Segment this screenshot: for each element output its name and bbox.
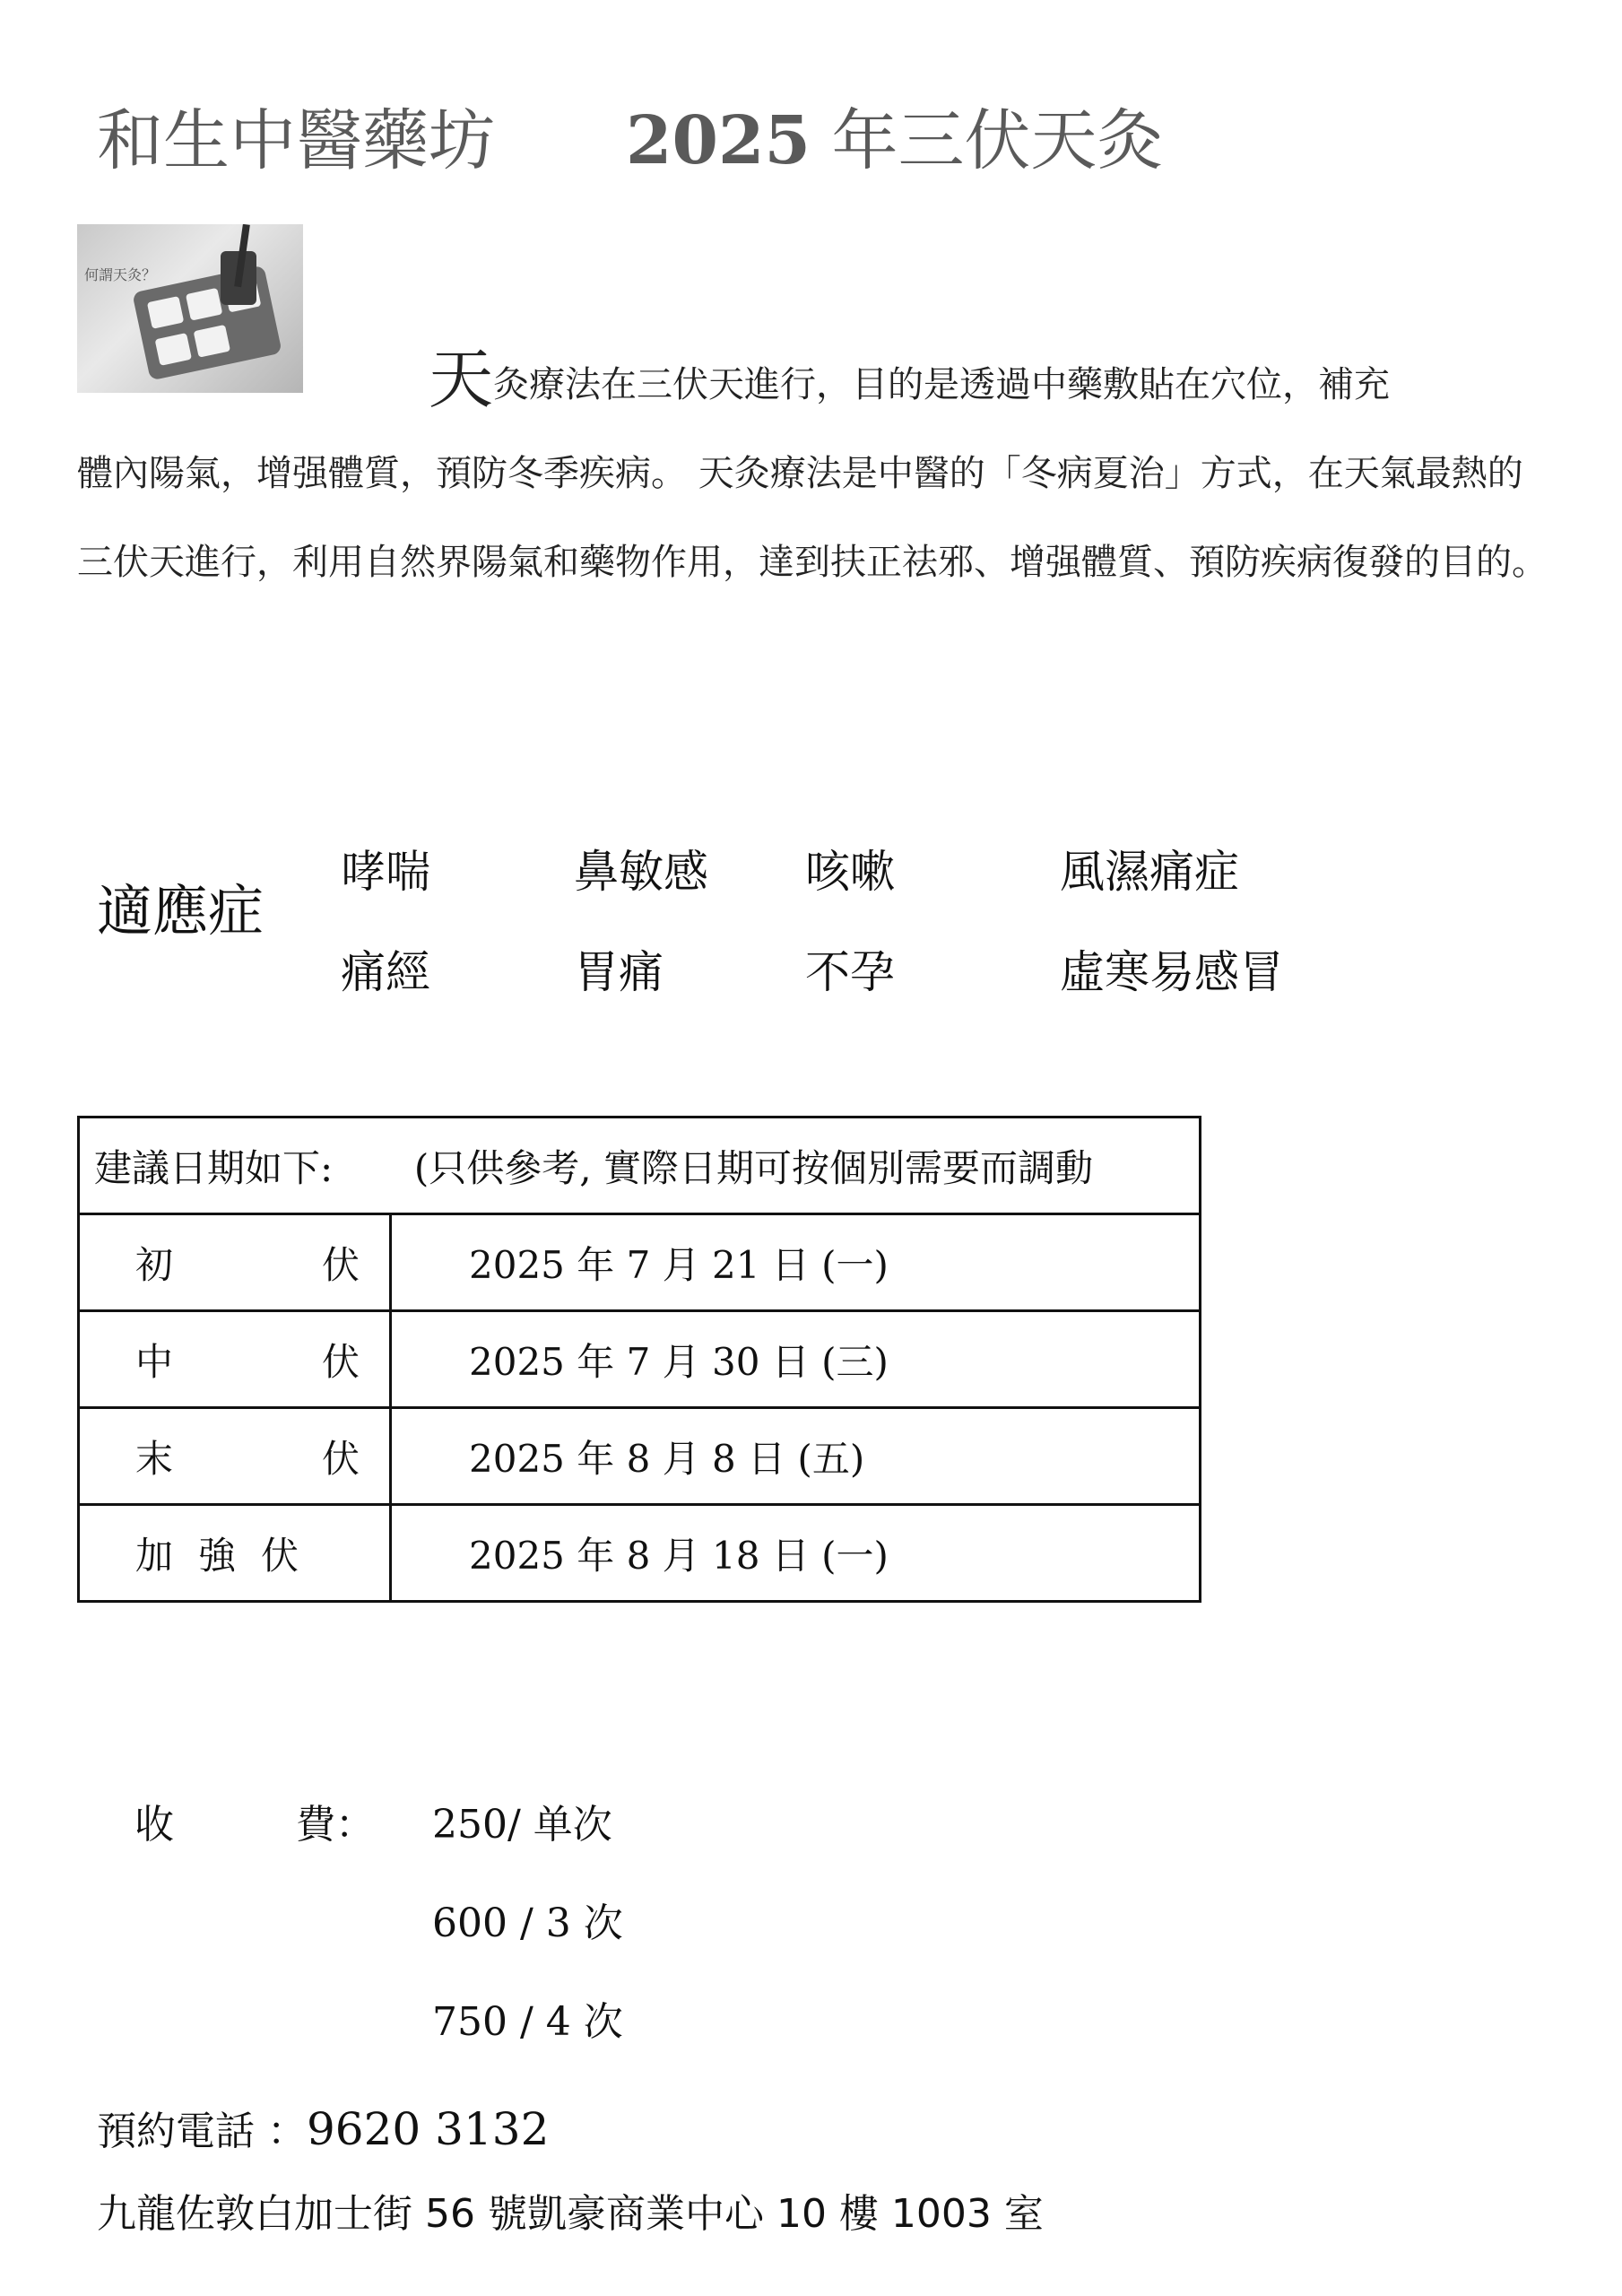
table-row: [79, 1505, 1201, 1602]
event-title: [626, 102, 1164, 179]
intro-line-1: 灸療法在三伏天進行，目的是透過中藥敷貼在穴位，補充: [493, 364, 1391, 405]
schedule-heading: 建議日期如下:: [94, 1145, 334, 1190]
schedule-table: [77, 1116, 1201, 1603]
schedule-note: (只供參考, 實際日期可按個別需要而調動: [413, 1145, 1093, 1190]
indications-label: 適應症: [97, 878, 265, 944]
address: 九龍佐敦白加士街 56 號凱豪商業中心 10 樓 1003 室: [97, 2191, 1044, 2237]
table-row: [79, 1311, 1201, 1408]
period-date: 2025 年 7 月 30 日 (三): [391, 1311, 1201, 1408]
table-header: [79, 1118, 1201, 1214]
booking-phone: [97, 2099, 549, 2156]
intro-paragraph: [77, 341, 1557, 607]
fee-label-a: 收: [134, 1802, 174, 1848]
period-date: 2025 年 8 月 8 日 (五): [391, 1408, 1201, 1505]
table-row: [79, 1214, 1201, 1311]
indication-item: 痛經: [341, 946, 430, 998]
phone-number: 9620 3132: [307, 2103, 550, 2155]
indication-item: 哮喘: [341, 846, 430, 898]
period-date: 2025 年 7 月 21 日 (一): [391, 1214, 1201, 1311]
indication-item: 虛寒易感冒: [1060, 946, 1284, 998]
period-name: 末 伏: [79, 1408, 391, 1505]
table-row: [79, 1408, 1201, 1505]
indication-item: 不孕: [805, 946, 895, 998]
indication-item: 咳嗽: [805, 846, 895, 898]
period-name: 加強伏: [79, 1505, 391, 1602]
table-header-row: [79, 1118, 1201, 1214]
event-name: 年三伏天灸: [831, 102, 1164, 179]
period-date: 2025 年 8 月 18 日 (一): [391, 1505, 1201, 1602]
fee-option: 250/ 单次: [432, 1802, 612, 1848]
intro-rest: 體內陽氣，增强體質，預防冬季疾病。 天灸療法是中醫的「冬病夏治」方式，在天氣最熱的三伏天進行，利用自然界陽氣和藥物作用，達到扶正祛邪、增强體質、預防疾病復發的目的。: [77, 453, 1548, 583]
phone-label: 預約電話 ：: [97, 2109, 307, 2154]
indication-item: 風濕痛症: [1060, 846, 1239, 898]
event-year: 2025: [626, 102, 811, 179]
period-name: 中 伏: [79, 1311, 391, 1408]
photo-caption: 何謂天灸？: [84, 266, 157, 283]
indication-item: 胃痛: [574, 946, 664, 998]
period-name: 初 伏: [79, 1214, 391, 1311]
indication-item: 鼻敏感: [574, 846, 708, 898]
fee-label-b: 費：: [296, 1802, 375, 1848]
fee-option: 600 / 3 次: [432, 1900, 623, 1946]
shop-name: 和生中醫藥坊: [97, 102, 495, 179]
fee-option: 750 / 4 次: [432, 1999, 623, 2045]
drop-cap: 天: [429, 342, 494, 417]
